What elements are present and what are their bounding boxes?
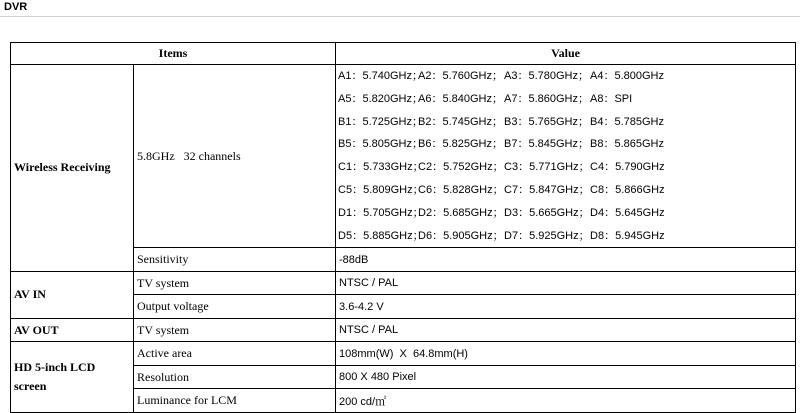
frequency-entry: B8：5.865GHz <box>590 138 664 151</box>
lcd-resolution-value: 800 X 480 Pixel <box>336 365 796 389</box>
frequency-entry: B3：5.765GHz； <box>504 115 589 128</box>
frequency-list <box>336 65 796 248</box>
spec-table <box>10 42 796 413</box>
frequency-entry: A1：5.740GHz； <box>338 70 423 82</box>
frequency-entry: B1：5.725GHz； <box>338 115 423 128</box>
av-in-tv-row <box>11 271 796 295</box>
av-in-tv-value: NTSC / PAL <box>336 271 796 295</box>
frequency-entry: C2：5.752GHz； <box>418 161 504 174</box>
frequency-entry: A6：5.840GHz； <box>418 92 503 105</box>
sensitivity-label: Sensitivity <box>134 248 336 272</box>
av-in-voltage-label: Output voltage <box>134 295 336 319</box>
frequency-row <box>338 202 793 225</box>
frequency-row <box>338 65 793 88</box>
frequency-entry: D4：5.645GHz <box>590 206 665 219</box>
header-row <box>11 43 796 65</box>
frequency-entry: B6：5.825GHz； <box>418 138 503 151</box>
lcd-luminance-value: 200 cd/㎡ <box>336 389 796 413</box>
wireless-category: Wireless Receiving <box>11 65 134 272</box>
sensitivity-value: -88dB <box>336 248 796 272</box>
title-divider <box>0 16 800 17</box>
wireless-channels-row <box>11 65 796 248</box>
frequency-entry: D2：5.685GHz； <box>418 206 504 219</box>
av-out-tv-value: NTSC / PAL <box>336 318 796 342</box>
av-in-category: AV IN <box>11 271 134 318</box>
frequency-entry: C1：5.733GHz； <box>338 161 424 174</box>
av-out-category: AV OUT <box>11 318 134 342</box>
av-out-row <box>11 318 796 342</box>
frequency-entry: A8：SPI <box>590 92 633 105</box>
frequency-entry: B2：5.745GHz； <box>418 115 503 128</box>
frequency-entry: B4：5.785GHz <box>590 115 664 128</box>
frequency-entry: D5：5.885GHz； <box>338 229 424 242</box>
frequency-row <box>338 225 793 248</box>
wireless-channels-label: 5.8GHz 32 channels <box>134 65 336 248</box>
lcd-area-row <box>11 342 796 366</box>
frequency-entry: A3：5.780GHz； <box>504 70 589 82</box>
frequency-entry: A4：5.800GHz <box>590 70 664 82</box>
frequency-entry: A7：5.860GHz； <box>504 92 589 105</box>
document-title: DVR <box>4 1 28 13</box>
frequency-entry: A2：5.760GHz； <box>418 70 503 82</box>
frequency-row <box>338 88 793 111</box>
lcd-category: HD 5-inch LCD screen <box>11 342 134 413</box>
frequency-entry: C7：5.847GHz； <box>504 183 590 196</box>
frequency-entry: D7：5.925GHz； <box>504 229 590 242</box>
frequency-row <box>338 156 793 179</box>
header-value: Value <box>336 43 796 65</box>
lcd-area-value: 108mm(W) X 64.8mm(H) <box>336 342 796 366</box>
av-in-voltage-value: 3.6-4.2 V <box>336 295 796 319</box>
frequency-row <box>338 179 793 202</box>
frequency-entry: D3：5.665GHz； <box>504 206 590 219</box>
frequency-row <box>338 133 793 156</box>
av-in-tv-label: TV system <box>134 271 336 295</box>
frequency-entry: D6：5.905GHz； <box>418 229 504 242</box>
frequency-entry: C8：5.866GHz <box>590 183 665 196</box>
lcd-area-label: Active area <box>134 342 336 366</box>
av-out-tv-label: TV system <box>134 318 336 342</box>
frequency-rows <box>338 65 793 247</box>
frequency-entry: A5：5.820GHz； <box>338 92 423 105</box>
frequency-entry: B5：5.805GHz； <box>338 138 423 151</box>
frequency-entry: C6：5.828GHz； <box>418 183 504 196</box>
header-items: Items <box>11 43 336 65</box>
frequency-entry: B7：5.845GHz； <box>504 138 589 151</box>
frequency-row <box>338 111 793 134</box>
frequency-entry: C5：5.809GHz； <box>338 183 424 196</box>
lcd-resolution-label: Resolution <box>134 365 336 389</box>
frequency-entry: D8：5.945GHz <box>590 229 665 242</box>
lcd-luminance-label: Luminance for LCM <box>134 389 336 413</box>
frequency-entry: D1：5.705GHz； <box>338 206 424 219</box>
frequency-entry: C3：5.771GHz； <box>504 161 590 174</box>
frequency-entry: C4：5.790GHz <box>590 161 665 174</box>
